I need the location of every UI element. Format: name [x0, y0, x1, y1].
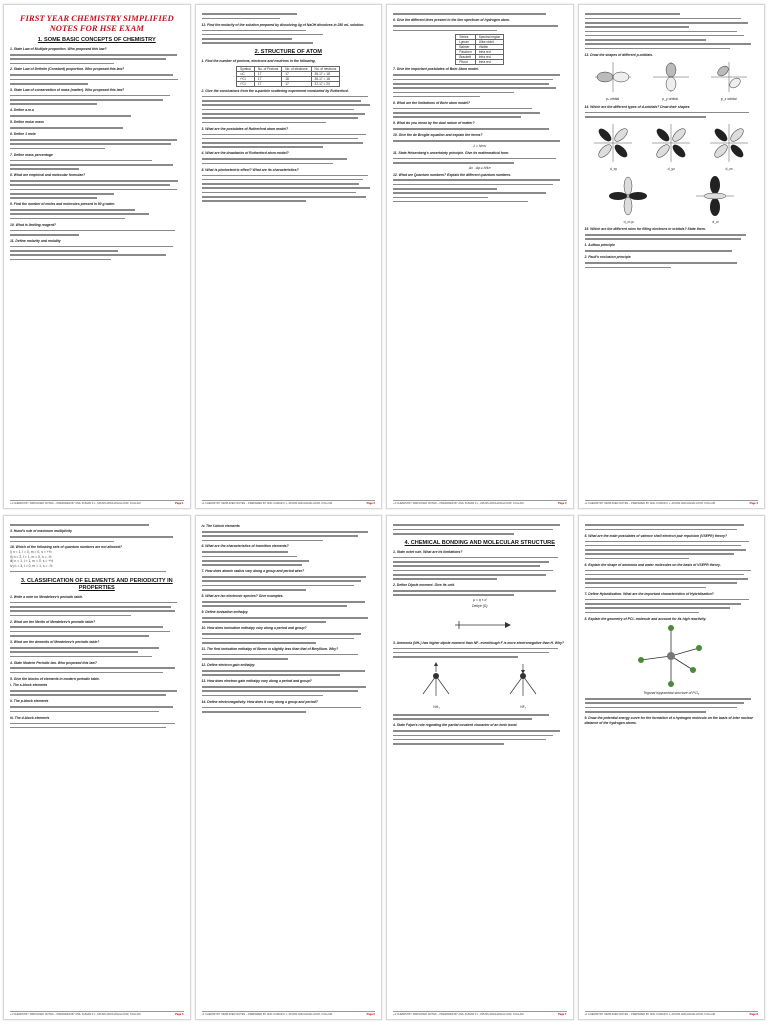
answer-text [10, 245, 184, 262]
question-heading: 4. What are the drawbacks of Rutherford atom model? [201, 151, 289, 156]
d-orbital-labels-row2 [585, 220, 759, 225]
table-cell: 17 [282, 71, 311, 76]
dipole-equation: μ = q × d [473, 598, 487, 603]
table-cell: ³⁷Cl [237, 81, 255, 86]
question-heading: 5. Define molar mass [10, 120, 44, 125]
page-6 [195, 515, 383, 1020]
rule-heading: 1. Aufbau principle [584, 243, 615, 248]
qn-set: iii) n = 1, l = 1, m = 0, s = +½ [10, 559, 54, 564]
answer-text [10, 138, 184, 151]
page-number: Page 5 [175, 1013, 184, 1016]
page-7 [386, 515, 574, 1020]
figure-caption: Trigonal bipyramidal structure of PCl₅ [643, 691, 700, 696]
page-footer [393, 1011, 567, 1016]
table-cell: 17 [254, 71, 281, 76]
question-heading: 4. State Modern Periodic law. Who proposed this law? [10, 660, 97, 665]
orbital-label: d_yz [667, 167, 675, 172]
footer-text: +1 CHEMISTRY SIMPLIFIED NOTES – PREPARED BY ANIL KUMAR K L, APHSS ADICHANALLOOR, KOLLAM [584, 1013, 716, 1016]
answer-text [10, 114, 184, 118]
question-heading: 10. How does ionisation enthalpy vary along a period and group? [201, 626, 307, 631]
p-orbitals-figure [585, 60, 759, 94]
question-heading: 3. Ammonia (NH₃) has higher dipole moment than NF₃ eventhough F is more electronegative than H. Why? [393, 640, 565, 645]
answer-text [10, 73, 184, 86]
page-number: Page 8 [749, 1013, 758, 1016]
answer-text [585, 597, 759, 614]
table-header-row [456, 35, 504, 40]
qn-set: ii) n = 2, l = 1, m = 0, s = -½ [10, 554, 52, 559]
orbital-label: d_xy [609, 167, 617, 172]
molecule-label: NF₃ [520, 705, 527, 710]
page-number: Page 6 [366, 1013, 375, 1016]
answer-text [10, 523, 184, 527]
block-heading: iii. The d-block elements [10, 715, 50, 720]
table-cell: 17 [254, 81, 281, 86]
question-heading: 10. Give the de Broglie equation and explain the terms? [393, 133, 483, 138]
block-heading: iv. The f-block elements [201, 524, 240, 528]
page-footer [202, 1011, 376, 1016]
d-orbital-labels-row1 [585, 167, 759, 172]
table-cell: Pfund [456, 60, 475, 65]
question-heading: 1. Write a note on Mendeleev's periodic table. [10, 594, 84, 599]
table-cell: ³⁵Cl [237, 76, 255, 81]
answer-text [10, 228, 184, 237]
answer-text [202, 600, 376, 609]
answer-text [393, 729, 567, 746]
table-cell: Infra red [475, 60, 503, 65]
d-orbitals-figure-row1 [585, 122, 759, 164]
table-header-cell: Spectral region [475, 35, 503, 40]
footer-text: +1 CHEMISTRY SIMPLIFIED NOTES – PREPARED BY ANIL KUMAR K L, APHSS ADICHANALLOOR, KOLLAM [584, 502, 716, 505]
orbital-label: d_zx [725, 167, 733, 172]
question-heading: 5. What are the main postulates of valence shell electron pair repulsion (VSEPR) theory? [584, 533, 728, 538]
answer-text [10, 53, 184, 66]
answer-text [202, 653, 376, 662]
rule-heading: 2. Pauli's exclusion principle [584, 255, 631, 260]
question-heading: 4. Define a.m.u [10, 108, 34, 113]
answer-text [393, 589, 567, 598]
question-heading: 7. How does atomic radius vary along a group and period wise? [201, 569, 305, 574]
question-heading: 3. What are the demerits of Mendeleev's periodic table? [10, 640, 100, 645]
answer-text [10, 625, 184, 638]
page-1 [3, 4, 191, 509]
page-number: Page 3 [558, 502, 567, 505]
answer-text [585, 249, 759, 253]
footer-text: +1 CHEMISTRY SIMPLIFIED NOTES – PREPARED BY ANIL KUMAR K L, APHSS ADICHANALLOOR, KOLLAM [201, 502, 333, 505]
answer-text [10, 94, 184, 107]
page-number: Page 2 [366, 502, 375, 505]
question-heading: 8. What are empirical and molecular formulae? [10, 173, 86, 178]
section-title-basic-concepts: 1. SOME BASIC CONCEPTS OF CHEMISTRY [37, 37, 156, 43]
question-heading: 12. Find the molarity of the solution prepared by dissolving 4g of NaOH dissolves in 250 mL solution. [201, 22, 365, 27]
qn-set: i) n = 1, l = 0, m = 0, s = +½ [10, 550, 52, 555]
table-cell: Visible [475, 45, 503, 50]
question-heading: 12. What are Quantum numbers? Explain the different quantum numbers. [393, 172, 512, 177]
page-number: Page 1 [175, 502, 184, 505]
page-footer [10, 500, 184, 505]
answer-text [585, 110, 759, 119]
orbital-label: d_x²-y² [623, 219, 635, 224]
answer-text [202, 12, 376, 21]
page-footer [585, 1011, 759, 1016]
answer-text [10, 600, 184, 617]
table-cell: 17 [282, 81, 311, 86]
answer-text [10, 535, 184, 544]
footer-text: +1 CHEMISTRY SIMPLIFIED NOTES – PREPARED BY ANIL KUMAR K L, APHSS ADICHANALLOOR, KOLLAM [10, 1013, 141, 1016]
answer-text [10, 158, 184, 171]
nf3-structure-diagram [500, 662, 546, 702]
dxy-orbital-diagram [592, 122, 634, 164]
answer-text [202, 28, 376, 45]
dipole-unit: Debye (D) [472, 604, 488, 609]
table-header-cell: No. of neutrons [311, 66, 340, 71]
spectral-series-table [455, 34, 504, 65]
answer-text [393, 106, 567, 119]
page-footer [585, 500, 759, 505]
page-footer [393, 500, 567, 505]
particles-table [236, 66, 340, 87]
question-heading: 14. Which are the different types of d-orbitals? Draw their shapes. [584, 104, 691, 109]
question-heading: 8. Explain the geometry of PCl₅ molecule and account for its high reactivity. [584, 616, 707, 621]
question-heading: 9. Define ionisation enthalpy. [201, 610, 249, 615]
answer-text [585, 12, 759, 51]
question-heading: 6. Define 1 mole [10, 132, 36, 137]
answer-text [393, 178, 567, 204]
footer-text: +1 CHEMISTRY SIMPLIFIED NOTES – PREPARED BY ANIL KUMAR K L, APHSS ADICHANALLOOR, KOLLAM [393, 502, 524, 505]
answer-text [393, 713, 567, 722]
table-cell: 17 [254, 76, 281, 81]
question-heading: 7. Define mass percentage [10, 152, 53, 157]
table-cell: 37-17 = 20 [311, 81, 340, 86]
molecule-labels [393, 705, 567, 710]
question-heading: 6. Give the different lines present in the line spectrum of hydrogen atom. [393, 18, 510, 23]
answer-text [585, 233, 759, 242]
answer-text [202, 132, 376, 149]
question-heading: 8. What are Iso electronic species? Give examples. [201, 594, 284, 599]
answer-text [393, 646, 567, 659]
qn-set: iv) n = 3, l = 0, m = 1, s = -½ [10, 563, 53, 568]
answer-text [585, 261, 759, 270]
answer-text [393, 555, 567, 581]
dz2-orbital-diagram [694, 175, 736, 217]
dipole-arrow-diagram [445, 612, 515, 638]
answer-text [10, 179, 184, 200]
answer-text [202, 530, 376, 543]
question-heading: 11. State Heisenberg's uncertainty principle. Give its mathematical form. [393, 150, 510, 155]
answer-text [393, 139, 567, 143]
answer-text [10, 705, 184, 714]
answer-text [202, 705, 376, 714]
question-heading: 1. State octet rule. What are its limitations? [393, 549, 463, 554]
answer-text [10, 126, 184, 130]
question-heading: 9. Find the number of moles and molecules present in 90 g water. [10, 202, 116, 207]
table-cell: 35-17 = 18 [311, 71, 340, 76]
table-row [456, 60, 504, 65]
answer-text [202, 616, 376, 625]
answer-text [202, 173, 376, 203]
answer-text [585, 568, 759, 589]
table-cell: ¹²C [237, 71, 255, 76]
pcl5-structure-diagram [631, 624, 711, 688]
table-header-cell: Symbol [237, 66, 255, 71]
question-heading: 8. What are the limitations of Bohr atom model? [393, 100, 471, 105]
question-heading: 5. What is photoelectric effect? What are its characteristics? [201, 167, 299, 172]
question-heading: 11. Define molarity and molality [10, 238, 61, 243]
orbital-label: p_z orbital [720, 97, 737, 102]
table-header-cell: No. of electrons [282, 66, 311, 71]
question-heading: 13. How does electron gain enthalpy vary along a period and group? [201, 679, 312, 684]
question-heading: 3. What are the postulates of Rutherford atom model? [201, 126, 289, 131]
page-4 [578, 4, 766, 509]
question-heading: 11. The first ionisation enthalpy of Boron is slightly less than that of Beryllium. Why? [201, 646, 339, 651]
footer-text: +1 CHEMISTRY SIMPLIFIED NOTES – PREPARED BY ANIL KUMAR K L, APHSS ADICHANALLOOR, KOLLAM [10, 502, 141, 505]
question-heading: 7. Define Hybridisation. What are the important characteristics of Hybridisation? [584, 591, 714, 596]
table-cell: Paschen [456, 50, 475, 55]
pz-orbital-diagram [709, 60, 749, 94]
answer-text [202, 685, 376, 698]
answer-text [202, 669, 376, 678]
answer-text [10, 666, 184, 675]
page-number: Page 4 [749, 502, 758, 505]
py-orbital-diagram [651, 60, 691, 94]
question-heading: 6. What are the characteristics of transition elements? [201, 544, 289, 549]
table-cell: Infra red [475, 50, 503, 55]
answer-text [10, 208, 184, 221]
question-heading: 7. Give the important postulates of Bohr Atom model. [393, 67, 479, 72]
answer-text [393, 24, 567, 33]
dx2-y2-orbital-diagram [607, 175, 649, 217]
page-footer [202, 500, 376, 505]
dyz-orbital-diagram [650, 122, 692, 164]
page-8 [578, 515, 766, 1020]
answer-text [585, 539, 759, 560]
table-cell: Ultra violet [475, 40, 503, 45]
answer-text [10, 569, 184, 573]
table-cell: Infra red [475, 55, 503, 60]
footer-text: +1 CHEMISTRY SIMPLIFIED NOTES – PREPARED BY ANIL KUMAR K L, APHSS ADICHANALLOOR, KOLLAM [201, 1013, 333, 1016]
question-heading: 16. Which of the following sets of quantum numbers are not allowed? [10, 545, 122, 550]
question-heading: 9. Draw the potential energy curve for the formation of a hydrogen molecule on the basis of inter nuclear distance of the hydrogen atoms. [584, 715, 753, 725]
nh3-structure-diagram [413, 662, 459, 702]
table-header-cell: Series [456, 35, 475, 40]
section-title-chemical-bonding: 4. CHEMICAL BONDING AND MOLECULAR STRUCTURE [404, 539, 555, 546]
answer-text [10, 689, 184, 698]
answer-text [202, 575, 376, 592]
question-heading: 14. Define electronegativity. How does it vary along a group and period? [201, 699, 318, 704]
answer-text [202, 632, 376, 645]
answer-text [393, 73, 567, 99]
question-heading: 2. Give the conclusions from the α-particle scattering experiment conducted by Rutherford. [201, 88, 349, 93]
page-5 [3, 515, 191, 1020]
question-heading: 6. Explain the shape of ammonia and water molecules on the basis of VSEPR theory. [584, 562, 721, 567]
table-cell: Lyman [456, 40, 475, 45]
answer-text [10, 646, 184, 659]
molecule-label: NH₃ [433, 705, 440, 710]
table-cell: Balmer [456, 45, 475, 50]
section-title-classification: 3. CLASSIFICATION OF ELEMENTS AND PERIODICITY IN PROPERTIES [20, 577, 173, 591]
question-heading: 3. State Law of conservation of mass (matter). Who proposed this law? [10, 87, 125, 92]
question-heading: 2. Define Dipole moment. Give its unit. [393, 583, 455, 588]
page-3 [386, 4, 574, 509]
heisenberg-equation: Δx . Δp ≥ h/4π [468, 165, 491, 170]
page-footer [10, 1011, 184, 1016]
document-title: FIRST YEAR CHEMISTRY SIMPLIFIED NOTES FOR HSE EXAM [19, 13, 174, 33]
page-2 [195, 4, 383, 509]
px-orbital-diagram [593, 60, 633, 94]
orbital-label: d_z² [712, 219, 719, 224]
question-heading: 1. Find the number of protons, electrons and neutrons in the following. [201, 59, 316, 64]
dzx-orbital-diagram [708, 122, 750, 164]
question-heading: 10. What is limiting reagent? [10, 222, 56, 227]
table-row [237, 81, 340, 86]
question-heading: 12. Define electron gain enthalpy. [201, 663, 256, 668]
p-orbital-labels [585, 97, 759, 102]
answer-text [585, 697, 759, 714]
question-heading: 13. Draw the shapes of different p-orbitals. [584, 52, 654, 57]
question-heading: 15. Which are the different rules for filling electrons in orbitals? State them. [584, 227, 706, 232]
answer-text [393, 523, 567, 536]
section-title-structure-of-atom: 2. STRUCTURE OF ATOM [254, 49, 322, 56]
question-heading: 1. State Law of Multiple proportion. Who proposed this law? [10, 47, 107, 51]
nh3-nf3-figure [393, 662, 567, 702]
question-heading: 4. State Fajan's rule regarding the partial covalent character of an ionic bond. [393, 723, 518, 728]
question-heading: 2. State Law of Definite (Constant) proportion. Who proposed this law? [10, 67, 125, 72]
table-header-cell: No. of Protons [254, 66, 281, 71]
question-heading: 5. Give the blocks of elements in modern periodic table. [10, 676, 100, 681]
d-orbitals-figure-row2 [585, 175, 759, 217]
table-cell: 35-17 = 18 [311, 76, 340, 81]
question-heading: 3. Hund's rule of maximum multiplicity [10, 529, 73, 534]
answer-text [585, 523, 759, 532]
table-cell: Brackett [456, 55, 475, 60]
question-heading: 2. What are the Merits of Mendeleev's periodic table? [10, 619, 96, 624]
answer-text [202, 157, 376, 166]
table-cell: 18 [282, 76, 311, 81]
de-broglie-equation: λ = h/mv [473, 144, 487, 149]
block-heading: i. The s-block elements [10, 683, 48, 688]
answer-text [202, 550, 376, 567]
block-heading: ii. The p-block elements [10, 699, 49, 704]
page-number: Page 7 [558, 1013, 567, 1016]
orbital-label: p_y orbital [662, 97, 678, 102]
question-heading: 9. What do you mean by the dual nature of matter? [393, 121, 475, 126]
answer-text [202, 95, 376, 125]
answer-text [393, 127, 567, 131]
answer-text [393, 156, 567, 165]
answer-text [393, 12, 567, 16]
footer-text: +1 CHEMISTRY SIMPLIFIED NOTES – PREPARED BY ANIL KUMAR K L, APHSS ADICHANALLOOR, KOLLAM [393, 1013, 524, 1016]
answer-text [10, 721, 184, 730]
orbital-label: pₓ orbital [606, 97, 620, 102]
